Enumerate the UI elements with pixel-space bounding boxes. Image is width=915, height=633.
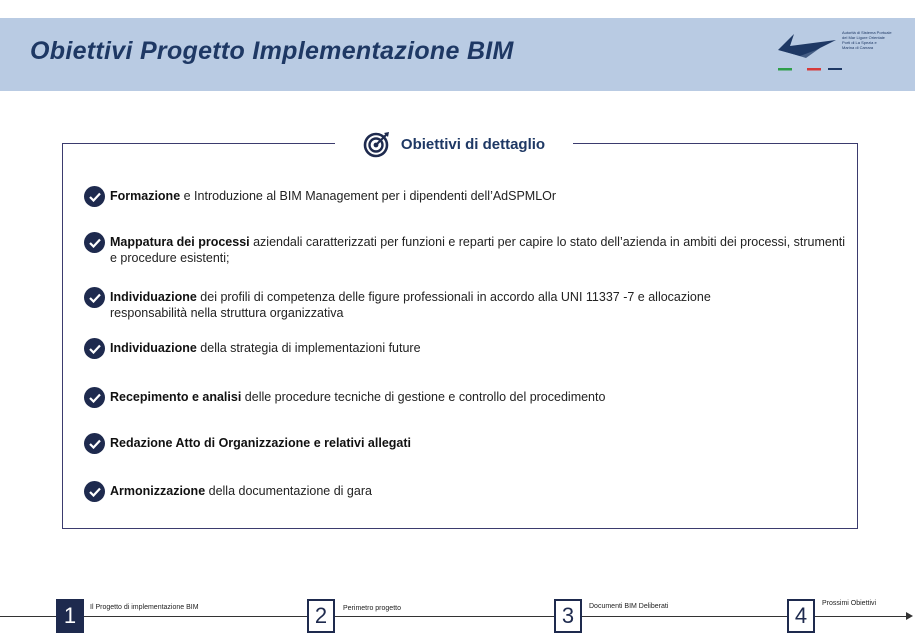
nav-step-3-label[interactable]: Documenti BIM Deliberati bbox=[589, 603, 669, 610]
header-band bbox=[0, 18, 915, 91]
objective-text: Recepimento e analisi delle procedure tecniche di gestione e controllo del procedimento bbox=[110, 390, 606, 404]
objective-item bbox=[84, 433, 849, 454]
check-circle-icon bbox=[84, 338, 105, 359]
authority-logo bbox=[776, 28, 904, 74]
objective-text: Mappatura dei processi aziendali caratterizzati per funzioni e reparti per capire lo stato dell’azienda in ambiti dei processi, strumenti e procedure esistenti; bbox=[110, 235, 846, 265]
objective-text: Armonizzazione della documentazione di gara bbox=[110, 484, 372, 498]
nav-step-2[interactable]: 2 bbox=[307, 599, 335, 633]
logo-text: Autorità di Sistema Portuale del Mar Ligure Orientale Porti di La Spezia e Marina di Carrara bbox=[842, 30, 892, 50]
nav-step-4[interactable]: 4 bbox=[787, 599, 815, 633]
panel-title-text: Obiettivi di dettaglio bbox=[400, 135, 546, 153]
objective-item bbox=[84, 287, 849, 321]
nav-step-4-label[interactable]: Prossimi Obiettivi bbox=[822, 600, 877, 607]
nav-step-3[interactable]: 3 bbox=[554, 599, 582, 633]
objective-item bbox=[84, 186, 849, 207]
objective-text: Formazione e Introduzione al BIM Management per i dipendenti dell’AdSPMLOr bbox=[110, 189, 557, 203]
nav-step-2-label[interactable]: Perimetro progetto bbox=[343, 605, 401, 612]
objective-item bbox=[84, 232, 849, 266]
objective-item bbox=[84, 338, 849, 359]
page-title: Obiettivi Progetto Implementazione BIM bbox=[30, 37, 514, 65]
target-icon bbox=[363, 130, 391, 158]
objective-text: Redazione Atto di Organizzazione e relativi allegati bbox=[110, 436, 411, 450]
check-circle-icon bbox=[84, 287, 105, 308]
progress-nav-line bbox=[0, 616, 908, 617]
check-circle-icon bbox=[84, 387, 105, 408]
objective-item bbox=[84, 481, 849, 502]
arrow-right-icon bbox=[906, 612, 913, 620]
check-circle-icon bbox=[84, 433, 105, 454]
ship-logo-icon bbox=[776, 28, 842, 74]
objective-text: Individuazione dei profili di competenza delle figure professionali in accordo alla UNI 11337 -7 e allocazione responsabilità nella struttura organizzativa bbox=[110, 290, 711, 320]
nav-step-1[interactable]: 1 bbox=[56, 599, 84, 633]
check-circle-icon bbox=[84, 232, 105, 253]
panel-title bbox=[335, 128, 573, 160]
check-circle-icon bbox=[84, 481, 105, 502]
check-circle-icon bbox=[84, 186, 105, 207]
nav-step-1-label[interactable]: Il Progetto di implementazione BIM bbox=[90, 604, 199, 611]
objective-item bbox=[84, 387, 849, 408]
objective-text: Individuazione della strategia di implementazioni future bbox=[110, 341, 421, 355]
